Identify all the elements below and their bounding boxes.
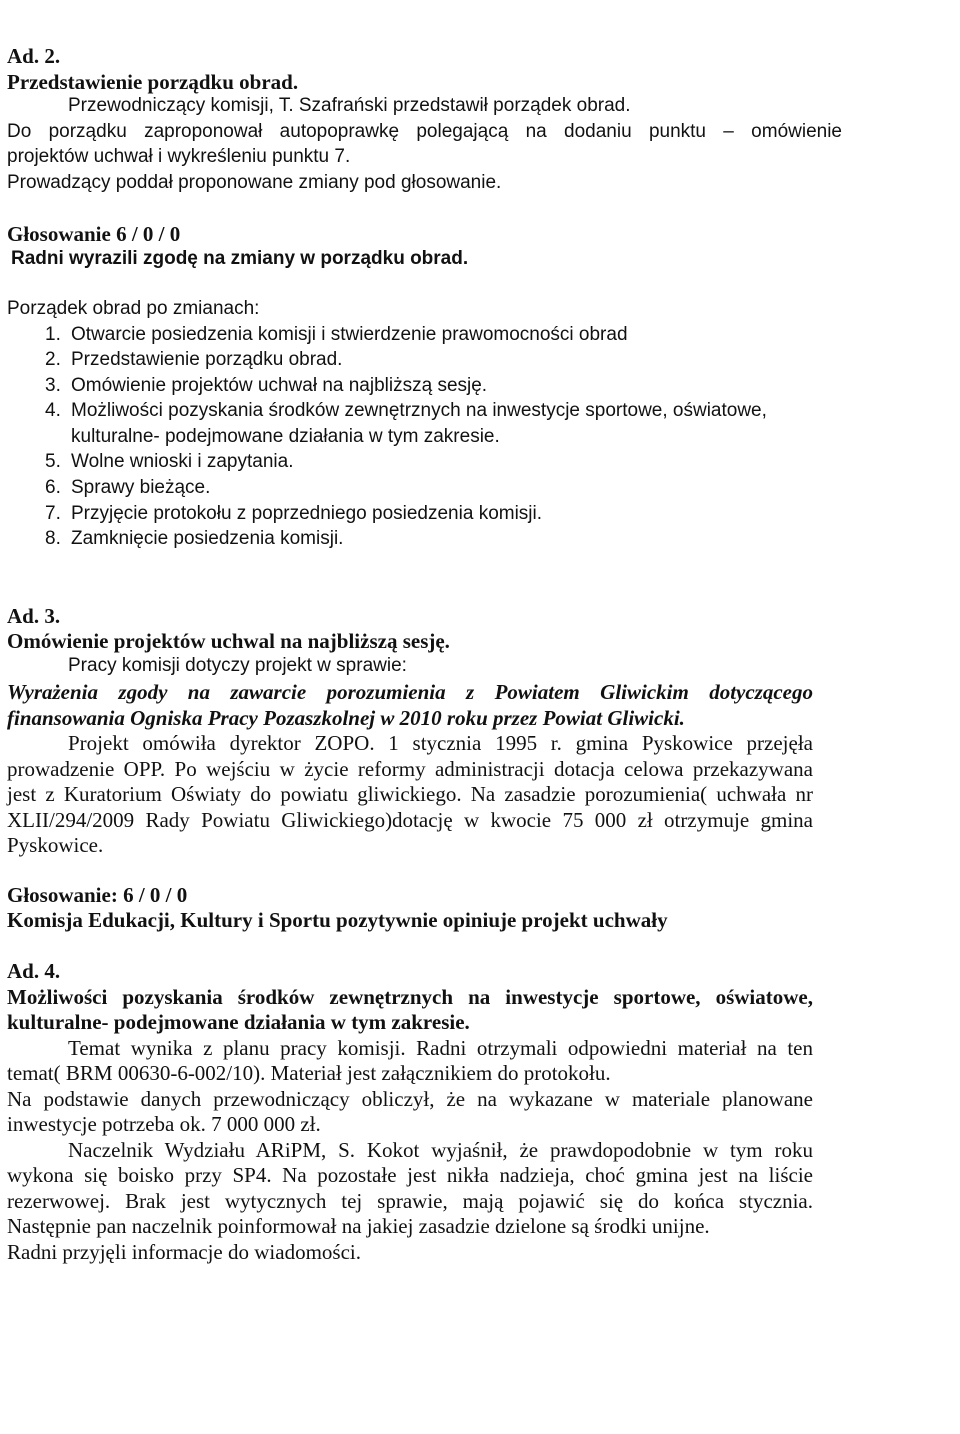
ad3-title: Omówienie projektów uchwal na najbliższą sesję. [7, 629, 450, 653]
ad3-vote-result: Komisja Edukacji, Kultury i Sportu pozytywnie opiniuje projekt uchwały [7, 908, 668, 932]
ad3-project-title-line-1: Wyrażenia zgody na zawarcie porozumienia z Powiatem Gliwickim dotyczącego [7, 680, 813, 704]
agenda-item-number: 5. [45, 451, 61, 472]
ad2-paragraph-1: Przewodniczący komisji, T. Szafrański przedstawił porządek obrad. [68, 95, 631, 116]
ad4-title-line-1: Możliwości pozyskania środków zewnętrznych na inwestycje sportowe, oświatowe, [7, 985, 813, 1009]
ad4-title-line-2: kulturalne- podejmowane działania w tym zakresie. [7, 1010, 470, 1034]
ad2-vote-label: Głosowanie 6 / 0 / 0 [7, 222, 181, 246]
agenda-heading: Porządek obrad po zmianach: [7, 298, 260, 319]
agenda-item-text: Przyjęcie protokołu z poprzedniego posiedzenia komisji. [71, 503, 543, 524]
ad4-line-5: Naczelnik Wydziału ARiPM, S. Kokot wyjaśnił, że prawdopodobnie w tym roku [68, 1138, 813, 1162]
agenda-item-text: Możliwości pozyskania środków zewnętrznych na inwestycje sportowe, oświatowe, [71, 400, 767, 421]
ad2-paragraph-2-line-1: Do porządku zaproponował autopoprawkę polegającą na dodaniu punktu – omówienie [7, 121, 842, 142]
agenda-item [45, 400, 767, 422]
ad4-line-2: temat( BRM 00630-6-002/10). Materiał jest załącznikiem do protokołu. [7, 1061, 611, 1085]
agenda-item-text: Otwarcie posiedzenia komisji i stwierdzenie prawomocności obrad [71, 324, 628, 345]
ad3-body-line-5: Pyskowice. [7, 833, 104, 857]
agenda-item-text: Wolne wnioski i zapytania. [71, 451, 294, 472]
ad4-line-7: rezerwowej. Brak jest wytycznych tej sprawie, mają pojawić się do końca stycznia. [7, 1189, 813, 1213]
agenda-item-number: 4. [45, 400, 61, 421]
document-page [7, 0, 947, 1434]
agenda-item-continuation: kulturalne- podejmowane działania w tym zakresie. [71, 426, 500, 447]
agenda-item [45, 528, 343, 550]
ad3-body-line-3: jest z Kuratorium Oświaty do powiatu gliwickiego. Na zasadzie porozumienia( uchwała nr [7, 782, 813, 806]
agenda-item-text: Omówienie projektów uchwał na najbliższą sesję. [71, 375, 488, 396]
agenda-item [45, 477, 210, 499]
agenda-item-number: 8. [45, 528, 61, 549]
ad3-body-line-4: XLII/294/2009 Rady Powiatu Gliwickiego)dotację w kwocie 75 000 zł otrzymuje gmina [7, 808, 813, 832]
agenda-item-number: 6. [45, 477, 61, 498]
ad2-vote-result: Radni wyrazili zgodę na zmiany w porządku obrad. [11, 248, 469, 269]
ad3-body-line-2: prowadzenie OPP. Po wejściu w życie reformy administracji dotacja celowa przekazywana [7, 757, 813, 781]
ad2-paragraph-3: Prowadzący poddał proponowane zmiany pod głosowanie. [7, 172, 502, 193]
ad3-body-line-1: Projekt omówiła dyrektor ZOPO. 1 stycznia 1995 r. gmina Pyskowice przejęła [68, 731, 813, 755]
ad4-line-3: Na podstawie danych przewodniczący obliczył, że na wykazane w materiale planowane [7, 1087, 813, 1111]
ad4-line-6: wykona się boisko przy SP4. Na pozostałe jest nikła nadzieja, choć gmina jest na liście [7, 1163, 813, 1187]
agenda-item-text: Przedstawienie porządku obrad. [71, 349, 343, 370]
agenda-item-text: Sprawy bieżące. [71, 477, 211, 498]
agenda-item-number: 3. [45, 375, 61, 396]
agenda-item [45, 375, 487, 397]
agenda-item-text: Zamknięcie posiedzenia komisji. [71, 528, 344, 549]
ad2-number: Ad. 2. [7, 44, 61, 68]
agenda-item [45, 451, 293, 473]
ad4-line-9: Radni przyjęli informacje do wiadomości. [7, 1240, 361, 1264]
agenda-item [45, 324, 628, 346]
ad3-vote-label: Głosowanie: 6 / 0 / 0 [7, 883, 188, 907]
ad3-number: Ad. 3. [7, 604, 61, 628]
agenda-item [45, 349, 342, 371]
ad2-title: Przedstawienie porządku obrad. [7, 70, 299, 94]
ad4-number: Ad. 4. [7, 959, 61, 983]
ad3-project-title-line-2: finansowania Ogniska Pracy Pozaszkolnej w 2010 roku przez Powiat Gliwicki. [7, 706, 685, 730]
agenda-item-number: 7. [45, 503, 61, 524]
ad4-line-4: inwestycje potrzeba ok. 7 000 000 zł. [7, 1112, 321, 1136]
agenda-item-number: 2. [45, 349, 61, 370]
ad4-line-1: Temat wynika z planu pracy komisji. Radni otrzymali odpowiedni materiał na ten [68, 1036, 813, 1060]
ad2-paragraph-2-line-2: projektów uchwał i wykreśleniu punktu 7. [7, 146, 351, 167]
ad3-intro: Pracy komisji dotyczy projekt w sprawie: [68, 655, 407, 676]
agenda-item-number: 1. [45, 324, 61, 345]
agenda-item [45, 503, 542, 525]
ad4-line-8: Następnie pan naczelnik poinformował na jakiej zasadzie dzielone są środki unijne. [7, 1214, 710, 1238]
